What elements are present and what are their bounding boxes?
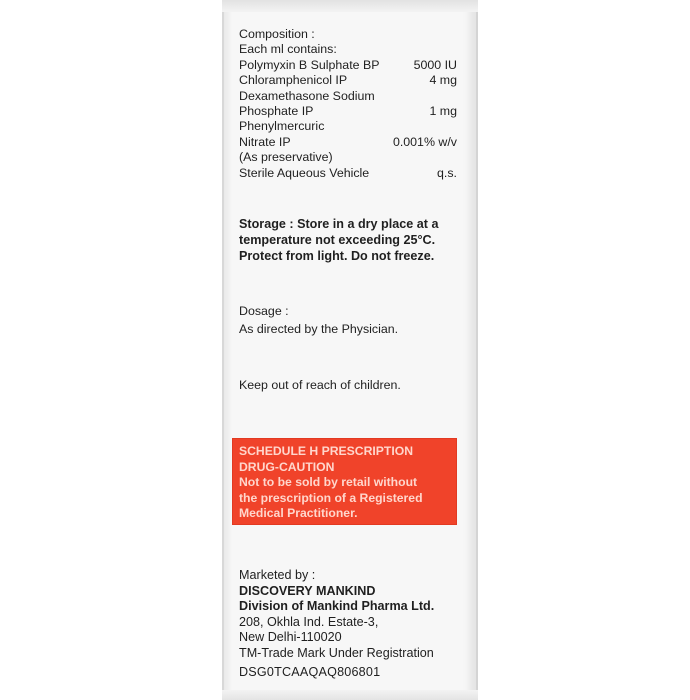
storage-line: Storage : Store in a dry place at a (239, 217, 439, 231)
schedule-h-warning-box (232, 438, 457, 525)
composition-section (239, 27, 461, 181)
ingredient-amount (457, 89, 461, 104)
composition-row (239, 73, 461, 88)
marketed-by-label: Marketed by : (239, 568, 316, 582)
composition-row (239, 166, 461, 181)
marketing-section (239, 568, 464, 662)
composition-row (239, 135, 461, 150)
company-name: DISCOVERY MANKIND (239, 583, 376, 598)
schedule-line: SCHEDULE H PRESCRIPTION (239, 444, 414, 458)
composition-row (239, 104, 461, 119)
composition-row (239, 119, 461, 134)
each-ml-label: Each ml contains: (239, 42, 337, 57)
ingredient-amount (457, 119, 461, 134)
ingredient-name: Polymyxin B Sulphate BP (239, 57, 380, 72)
composition-row (239, 89, 461, 104)
ingredient-amount: 1 mg (429, 104, 457, 119)
schedule-line: Not to be sold by retail without (239, 475, 418, 490)
ingredient-name: Sterile Aqueous Vehicle (239, 165, 370, 180)
ingredient-name: (As preservative) (239, 150, 333, 165)
ingredient-name: Phosphate IP (239, 104, 314, 119)
storage-section (239, 216, 461, 264)
schedule-text (239, 444, 455, 522)
ingredient-name: Chloramphenicol IP (239, 73, 348, 88)
trademark-note: TM-Trade Mark Under Registration (239, 645, 434, 660)
package-bottom-edge (222, 690, 478, 700)
dosage-text: As directed by the Physician. (239, 322, 399, 337)
composition-row (239, 58, 461, 73)
schedule-line: DRUG-CAUTION (239, 459, 335, 474)
composition-row (239, 150, 461, 165)
children-warning: Keep out of reach of children. (239, 378, 401, 392)
storage-line: temperature not exceeding 25°C. (239, 233, 436, 247)
storage-line: Protect from light. Do not freeze. (239, 249, 435, 263)
ingredient-amount: 0.001% w/v (392, 134, 457, 149)
ingredient-name: Nitrate IP (239, 134, 291, 149)
ingredient-amount (457, 150, 461, 165)
ingredient-name: Phenylmercuric (239, 119, 325, 134)
schedule-line: the prescription of a Registered (239, 490, 423, 505)
dosage-label: Dosage : (239, 304, 289, 318)
background (0, 0, 222, 700)
ingredient-amount: 4 mg (429, 73, 457, 88)
division-name: Division of Mankind Pharma Ltd. (239, 599, 435, 614)
address-line: New Delhi-110020 (239, 630, 342, 645)
schedule-line: Medical Practitioner. (239, 506, 358, 521)
address-line: 208, Okhla Ind. Estate-3, (239, 614, 379, 629)
ingredient-amount: q.s. (437, 165, 457, 180)
package-top-edge (222, 0, 478, 12)
composition-heading: Composition : (239, 27, 315, 41)
dosage-section (239, 304, 461, 338)
batch-code: DSG0TCAAQAQ806801 (239, 665, 381, 679)
ingredient-name: Dexamethasone Sodium (239, 88, 375, 103)
ingredient-amount: 5000 IU (413, 57, 457, 72)
